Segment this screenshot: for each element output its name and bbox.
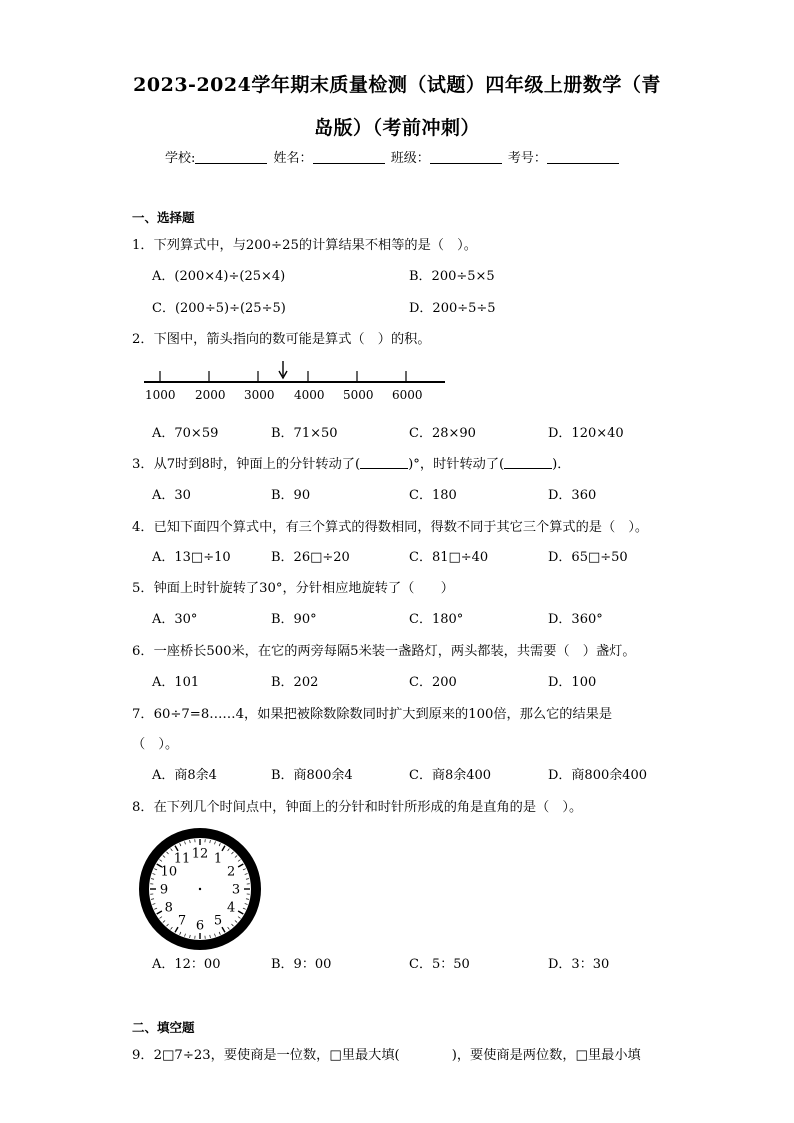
section-heading-fill: 二、填空题 bbox=[132, 1020, 195, 1035]
section-heading-choice: 一、选择题 bbox=[132, 210, 195, 225]
number-line-label-4000: 4000 bbox=[294, 388, 325, 402]
clock-number-5: 5 bbox=[213, 913, 223, 929]
q1-option-c[interactable]: C．(200÷5)÷(25÷5) bbox=[152, 301, 286, 316]
q4-option-a[interactable]: A．13□÷10 bbox=[152, 550, 231, 565]
q3-option-a[interactable]: A．30 bbox=[152, 488, 191, 503]
q4-option-c[interactable]: C．81□÷40 bbox=[409, 550, 489, 565]
number-line-label-6000: 6000 bbox=[392, 388, 423, 402]
q4-option-d[interactable]: D．65□÷50 bbox=[548, 550, 628, 565]
school-label: 学校: bbox=[165, 151, 196, 166]
number-line-arrow bbox=[279, 361, 287, 378]
question-6-stem: 6．一座桥长500米，在它的两旁每隔5米装一盏路灯，两头都装，共需要（ ）盏灯。 bbox=[132, 644, 636, 659]
q1-option-d[interactable]: D．200÷5÷5 bbox=[409, 301, 496, 316]
q6-option-a[interactable]: A．101 bbox=[152, 675, 200, 690]
clock-number-11: 11 bbox=[173, 851, 191, 867]
number-line-label-5000: 5000 bbox=[343, 388, 374, 402]
q3-option-b[interactable]: B．90 bbox=[271, 488, 311, 503]
q7-option-d[interactable]: D．商800余400 bbox=[548, 768, 648, 783]
q9-stem-part2: )，要使商是两位数，□里最小填 bbox=[451, 1048, 641, 1063]
q6-option-d[interactable]: D．100 bbox=[548, 675, 597, 690]
q2-option-d[interactable]: D．120×40 bbox=[548, 426, 624, 441]
q3-stem-part1: 3．从7时到8时，钟面上的分针转动了( bbox=[132, 457, 361, 472]
q7-option-a[interactable]: A．商8余4 bbox=[152, 768, 217, 783]
q6-option-b[interactable]: B．202 bbox=[271, 675, 319, 690]
page-title-line1: 2023-2024学年期末质量检测（试题）四年级上册数学（青 bbox=[133, 74, 661, 96]
number-line-label-1000: 1000 bbox=[145, 388, 176, 402]
q8-option-c[interactable]: C．5：50 bbox=[409, 957, 470, 972]
q8-option-b[interactable]: B．9：00 bbox=[271, 957, 332, 972]
clock-number-9: 9 bbox=[159, 882, 169, 898]
clock-number-6: 6 bbox=[195, 918, 205, 934]
q8-option-d[interactable]: D．3：30 bbox=[548, 957, 610, 972]
clock-number-3: 3 bbox=[231, 882, 241, 898]
q4-option-b[interactable]: B．26□÷20 bbox=[271, 550, 350, 565]
q6-option-c[interactable]: C．200 bbox=[409, 675, 457, 690]
school-blank[interactable] bbox=[195, 151, 267, 164]
question-1-stem: 1．下列算式中，与200÷25的计算结果不相等的是（ ）。 bbox=[132, 238, 477, 253]
number-line-label-3000: 3000 bbox=[244, 388, 275, 402]
number-blank[interactable] bbox=[547, 151, 619, 164]
q2-option-a[interactable]: A．70×59 bbox=[152, 426, 219, 441]
name-label: 姓名： bbox=[273, 151, 313, 166]
q2-option-c[interactable]: C．28×90 bbox=[409, 426, 476, 441]
q9-stem-part1: 9．2□7÷23，要使商是一位数，□里最大填( bbox=[132, 1048, 400, 1063]
clock-center-dot bbox=[199, 888, 201, 890]
clock-number-12: 12 bbox=[191, 846, 209, 862]
clock-number-4: 4 bbox=[227, 900, 236, 916]
q3-stem-part2: )°，时针转动了( bbox=[408, 457, 505, 472]
q7-option-c[interactable]: C．商8余400 bbox=[409, 768, 492, 783]
q7-option-b[interactable]: B．商800余4 bbox=[271, 768, 353, 783]
question-3-stem bbox=[132, 453, 571, 472]
page-title-line2: 岛版）（考前冲刺） bbox=[313, 117, 480, 139]
q3-option-c[interactable]: C．180 bbox=[409, 488, 457, 503]
class-blank[interactable] bbox=[430, 151, 502, 164]
q1-option-a[interactable]: A．(200×4)÷(25×4) bbox=[152, 269, 286, 284]
student-info-row bbox=[165, 147, 621, 166]
question-8-stem: 8．在下列几个时间点中，钟面上的分针和时针所形成的角是直角的是（ ）。 bbox=[132, 800, 583, 815]
clock-number-10: 10 bbox=[160, 864, 178, 880]
clock-number-7: 7 bbox=[177, 913, 187, 929]
q1-option-b[interactable]: B．200÷5×5 bbox=[409, 269, 495, 284]
name-blank[interactable] bbox=[313, 151, 385, 164]
q3-blank-1[interactable] bbox=[360, 456, 408, 469]
q5-option-a[interactable]: A．30° bbox=[152, 612, 198, 627]
number-label: 考号： bbox=[507, 151, 547, 166]
question-2-stem: 2．下图中，箭头指向的数可能是算式（ ）的积。 bbox=[132, 332, 431, 347]
q3-option-d[interactable]: D．360 bbox=[548, 488, 597, 503]
question-7-stem: 7．60÷7=8……4，如果把被除数除数同时扩大到原来的100倍，那么它的结果是 bbox=[132, 707, 613, 722]
q3-stem-part3: )． bbox=[552, 457, 571, 472]
clock-figure bbox=[137, 826, 263, 952]
class-label: 班级： bbox=[390, 151, 430, 166]
question-9-stem bbox=[132, 1044, 641, 1063]
q8-option-a[interactable]: A．12：00 bbox=[152, 957, 221, 972]
clock-number-8: 8 bbox=[164, 900, 173, 916]
question-5-stem: 5．钟面上时针旋转了30°，分针相应地旋转了（ ） bbox=[132, 581, 454, 596]
q5-option-b[interactable]: B．90° bbox=[271, 612, 317, 627]
q5-option-d[interactable]: D．360° bbox=[548, 612, 603, 627]
question-7-stem-continued: （ ）。 bbox=[132, 737, 179, 752]
number-line-label-2000: 2000 bbox=[195, 388, 226, 402]
q3-blank-2[interactable] bbox=[504, 456, 552, 469]
clock-number-1: 1 bbox=[213, 851, 223, 867]
number-line-figure bbox=[140, 358, 450, 404]
question-4-stem: 4．已知下面四个算式中，有三个算式的得数相同，得数不同于其它三个算式的是（ ）。 bbox=[132, 520, 649, 535]
clock-number-2: 2 bbox=[227, 864, 236, 880]
q2-option-b[interactable]: B．71×50 bbox=[271, 426, 338, 441]
q5-option-c[interactable]: C．180° bbox=[409, 612, 464, 627]
